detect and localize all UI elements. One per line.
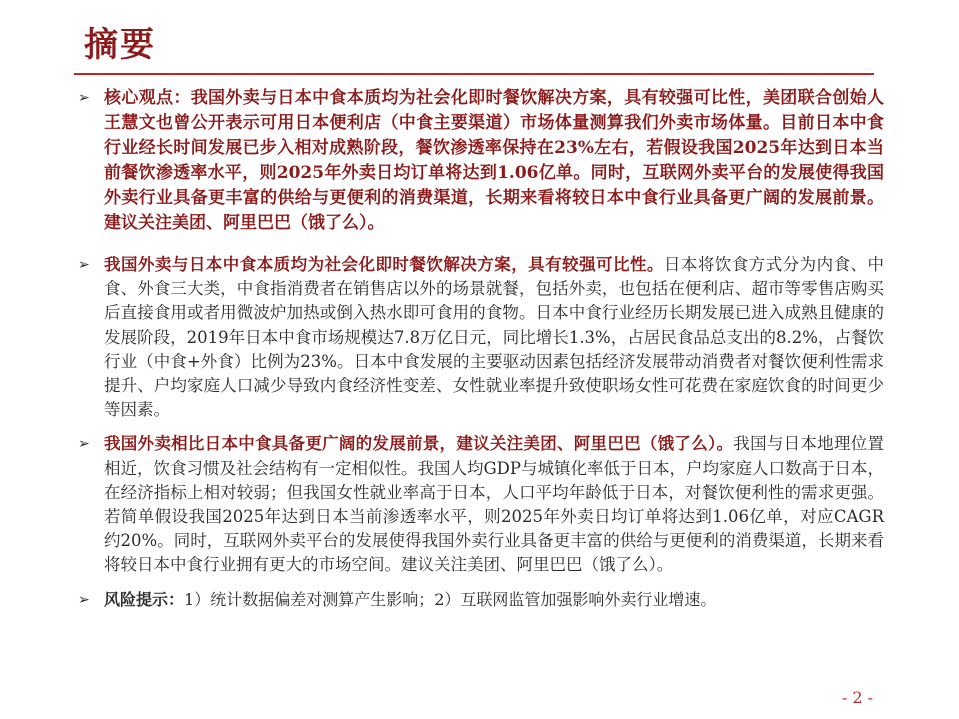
arrow-bullet-icon: ➢	[78, 436, 90, 453]
risk-body: 1）统计数据偏差对测算产生影响；2）互联网监管加强影响外卖行业增速。	[184, 589, 717, 609]
arrow-bullet-icon: ➢	[78, 90, 90, 106]
prospects-lead: 我国外卖相比日本中食具备更广阔的发展前景，建议关注美团、阿里巴巴（饿了么）。	[104, 434, 734, 454]
summary-content	[72, 86, 884, 612]
core-view-text: 核心观点：我国外卖与日本中食本质均为社会化即时餐饮解决方案，具有较强可比性，美团联合创始人王慧文也曾公开表示可用日本便利店（中食主要渠道）市场体量测算我们外卖市场体量。目前日本中食行业经长时间发展已步入相对成熟阶段，餐饮渗透率保持在23%左右，若假设我国2025年达到日本当前餐饮渗透率水平，则2025年外卖日均订单将达到1.06亿单。同时，互联网外卖平台的发展使得我国外卖行业具备更丰富的供给与更便利的消费渠道，长期来看将较日本中食行业具备更广阔的发展前景。建议关注美团、阿里巴巴（饿了么）。	[104, 88, 884, 233]
bullet-core-view	[72, 86, 884, 236]
comparability-lead: 我国外卖与日本中食本质均为社会化即时餐饮解决方案，具有较强可比性。	[104, 255, 664, 274]
page-title: 摘要	[84, 25, 156, 65]
risk-label: 风险提示：	[104, 589, 185, 609]
title-divider	[74, 73, 874, 75]
prospects-body: 我国与日本地理位置相近，饮食习惯及社会结构有一定相似性。我国人均GDP与城镇化率低于日本，户均家庭人口数高于日本，在经济指标上相对较弱；但我国女性就业率高于日本，人口平均年龄低于日本，对餐饮便利性的需求更强。若简单假设我国2025年达到日本当前渗透率水平，则2025年外卖日均订单将达到1.06亿单，对应CAGR约20%。同时，互联网外卖平台的发展使得我国外卖行业具备更丰富的供给与更便利的消费渠道，长期来看将较日本中食行业拥有更大的市场空间。建议关注美团、阿里巴巴（饿了么）。	[104, 434, 885, 575]
arrow-bullet-icon: ➢	[78, 591, 90, 608]
bullet-prospects	[72, 432, 884, 577]
arrow-bullet-icon: ➢	[78, 257, 90, 273]
bullet-comparability	[72, 253, 884, 422]
bullet-risk	[72, 588, 884, 612]
page-number: - 2 -	[841, 688, 873, 707]
comparability-body: 日本将饮食方式分为内食、中食、外食三大类，中食指消费者在销售店以外的场景就餐，包括外卖，也包括在便利店、超市等零售店购买后直接食用或者用微波炉加热或倒入热水即可食用的食物。日本中食行业经历长期发展已进入成熟且健康的发展阶段，2019年日本中食市场规模达7.8万亿日元，同比增长1.3%，占居民食品总支出的8.2%，占餐饮行业（中食+外食）比例为23%。日本中食发展的主要驱动因素包括经济发展带动消费者对餐饮便利性需求提升、户均家庭人口减少导致内食经济性变差、女性就业率提升致使职场女性可花费在家庭饮食的时间更少等因素。	[104, 255, 885, 420]
